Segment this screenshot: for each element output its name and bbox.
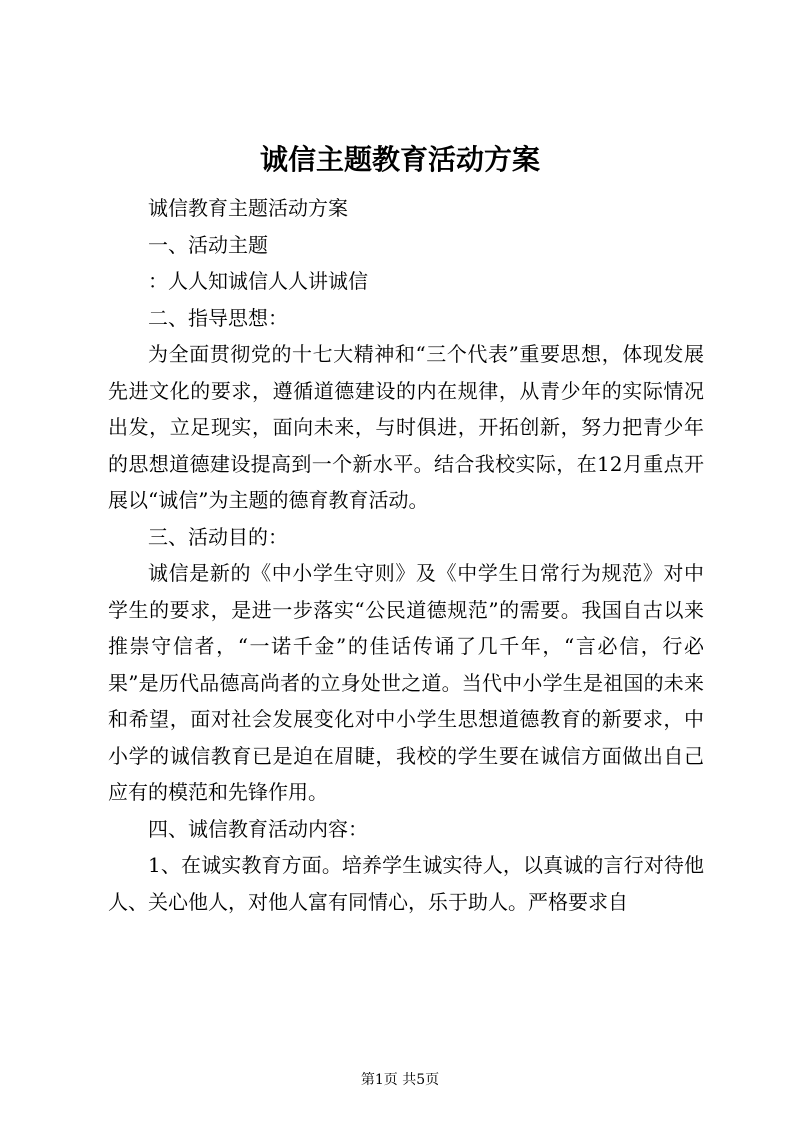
document-body: [108, 190, 704, 920]
section-heading-content: 四、诚信教育活动内容：: [148, 816, 368, 841]
section-heading-purpose: 三、活动目的：: [148, 524, 288, 549]
paragraph-subtitle: 诚信教育主题活动方案: [148, 196, 348, 220]
paragraph-content-1: 1、在诚实教育方面。培养学生诚实待人，以真诚的言行对待他人、关心他人，对他人富有同情心，乐于助人。严格要求自: [108, 853, 704, 914]
paragraph-theme: ：人人知诚信人人讲诚信: [148, 269, 368, 293]
section-heading-guiding-ideology: 二、指导思想：: [148, 305, 288, 330]
paragraph-purpose: 诚信是新的《中小学生守则》及《中学生日常行为规范》对中学生的要求，是进一步落实“公民道德规范”的需要。我国自古以来推崇守信者，“一诺千金”的佳话传诵了几千年，“言必信，行必果”是历代品德高尚者的立身处世之道。当代中小学生是祖国的未来和希望，面对社会发展变化对中小学生思想道德教育的新要求，中小学的诚信教育已是迫在眉睫，我校的学生要在诚信方面做出自己应有的模范和先锋作用。: [108, 561, 704, 804]
paragraph-guiding-ideology: 为全面贯彻党的十七大精神和“三个代表”重要思想，体现发展先进文化的要求，遵循道德建设的内在规律，从青少年的实际情况出发，立足现实，面向未来，与时俱进，开拓创新，努力把青少年的思想道德建设提高到一个新水平。结合我校实际，在12月重点开展以“诚信”为主题的德育教育活动。: [108, 342, 704, 512]
section-heading-theme: 一、活动主题: [148, 232, 268, 257]
document-title: 诚信主题教育活动方案: [259, 143, 540, 176]
page-footer: 第1页 共5页: [360, 1072, 440, 1088]
